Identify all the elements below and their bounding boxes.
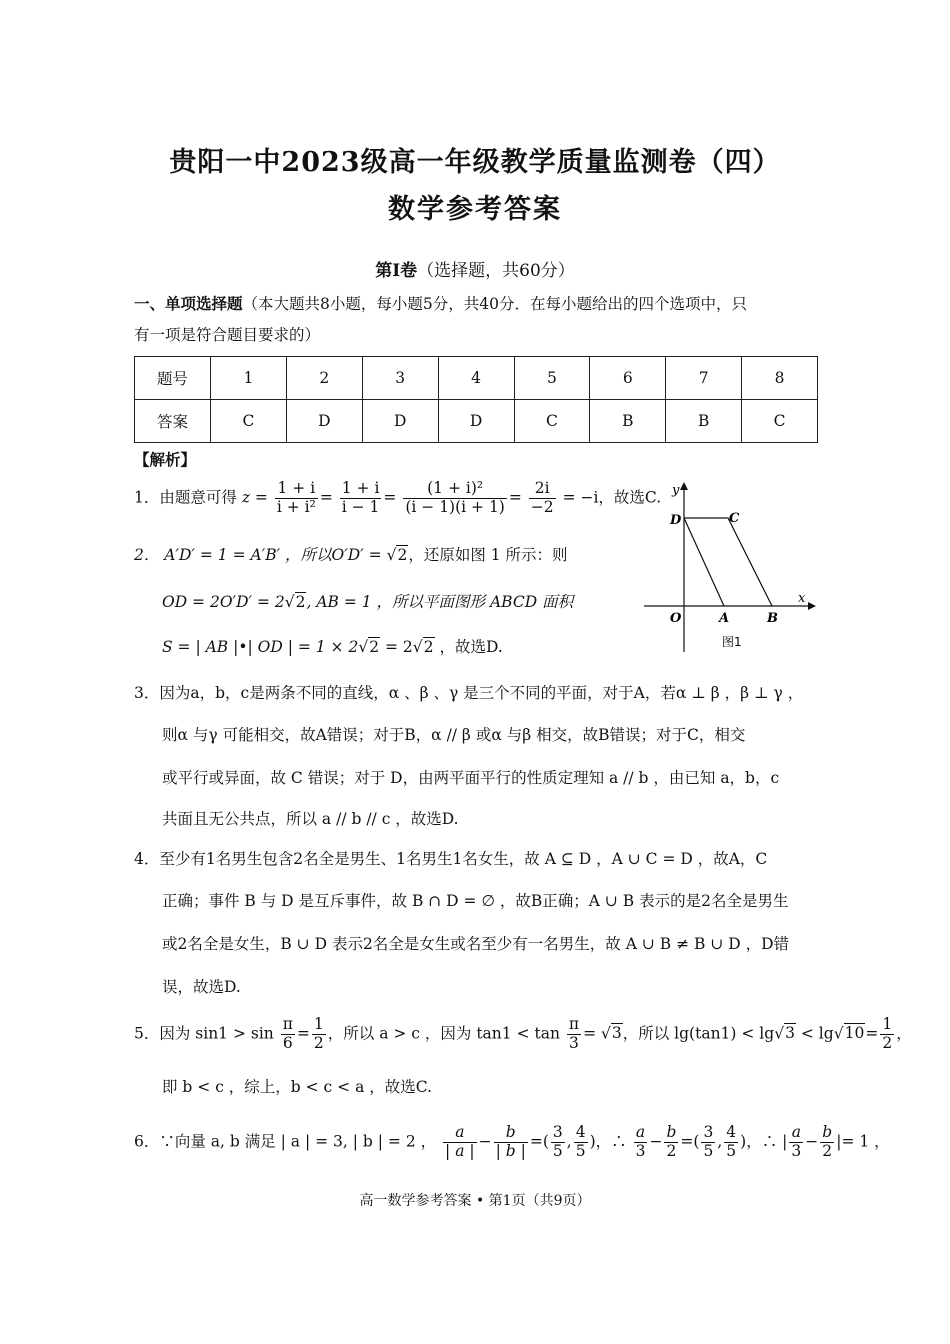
q1-f2-num: 1 + i [341,479,380,497]
answer-table-header-row [135,357,818,400]
question-number-cell: 4 [438,357,514,400]
q2-line-2: OD = 2O′D′ = 2√2, AB = 1 ，所以平面图形 ABCD 面积 [162,593,574,611]
q2-line-1: 2． A′D′ = 1 = A′B′ ，所以O′D′ = √2，还原如图 1 所示：则 [134,546,568,564]
section-desc-line1: （本大题共8小题，每小题5分，共40分．在每小题给出的四个选项中，只 [242,295,747,313]
q6-eq-2: = [680,1132,694,1151]
answer-cell: C [742,400,818,443]
q2-l1c: 2 [397,546,408,564]
q4-line-3: 或2名全是女生，B ∪ D 表示2名全是女生或名至少有一名男生，故 A ∪ B ≠ B ∪ D ，D错 [162,935,790,953]
q6-minus-1: − [478,1132,492,1151]
q3-line-3: 或平行或异面，故 C 错误；对于 D，由两平面平行的性质定理知 a // b ，由已知 a，b，c [162,769,780,787]
q6-p1-b: 3 [703,1123,714,1141]
q5-b: ，所以 a > c ，因为 tan1 < tan [327,1024,560,1043]
q1-f4-num: 2i [529,480,556,499]
q6-minus-2: − [649,1132,663,1151]
q1-tail: = −i，故选C. [562,488,662,507]
q6-abs-a: | a | [445,1141,475,1160]
question-number-cell: 3 [362,357,438,400]
answer-cell: C [211,400,287,443]
q5-frac-half-2 [880,1016,894,1053]
q6-line-1: 6．∵向量 a, b 满足 | a | = 3, | b | = 2 ， $\frac{a}{| a |}$ − $\frac{b}{| b |}$ =( $\frac{3}{5}$ , $\frac{4}{5}$ )，∴ $\frac{a}{3}$ − $\frac{b}{2}$ =( $\frac{3}{5}$ , $\frac{4}{5}$ )，∴ | $\frac{a}{3}$ − $\frac{b}{2}$ |= 1 ， [134,1123,890,1160]
answer-label-cell: 答案 [135,400,211,443]
q6-two: 2 [666,1141,677,1160]
q6-p2: 4 [575,1123,586,1141]
q5-g: ， [896,1024,912,1043]
q6-frac-3-5 [551,1124,565,1161]
x-axis-arrow [808,602,816,610]
label-b: B [767,611,778,626]
q6-abs-b: | b | [495,1141,526,1160]
q6-frac-a-abs [443,1124,477,1161]
q2-l2a: OD = 2O′D′ = 2 [162,593,285,611]
q5-sq3-b: 3 [785,1024,795,1043]
label-x: x [798,591,806,606]
q2-l3b: 2 [369,638,380,656]
answer-cell: B [666,400,742,443]
q6-p1d-b: 5 [703,1141,714,1160]
q4-line-2: 正确；事件 B 与 D 是互斥事件，故 B ∩ D = ∅ ，故B正确；A ∪ B 表示的是2名全是男生 [162,892,789,910]
q5-c: = [583,1024,601,1043]
volume-title-rest: （选择题，共60分） [417,261,575,281]
q6-vb-3: b [822,1123,833,1141]
figure-1 [640,476,820,656]
q4-line-1: 4．至少有1名男生包含2名全是男生、1名男生1名女生，故 A ⊆ D ，A ∪ C = D ，故A，C [134,850,768,868]
q3-line-1: 3．因为a，b，c是两条不同的直线，α 、β 、γ 是三个不同的平面，对于A，若α ⊥ β ，β ⊥ γ ， [134,684,804,702]
answer-table [134,356,818,443]
q2-l3a: S = | AB |•| OD | = 1 × 2 [162,638,359,656]
q1-frac-4 [529,480,556,517]
q1-line: 1．由题意可得 z = $\frac{1 + i}{\text{i + i²}}$ = $\frac{1 + i}{i - 1}$ = $\frac{\text{(1 + i)²}}{(i - 1)(i + 1)}$ = $\frac{2i}{-2}$ = −i，故选C. [134,479,662,516]
q6-frac-4-5 [574,1124,588,1161]
question-number-cell: 2 [286,357,362,400]
segment-d-c-b [684,518,772,606]
q6-va-2: a [634,1124,648,1143]
q6-frac-3-5-b [701,1124,715,1161]
section-heading [134,289,818,319]
q2-l1a: 2． A′D′ = 1 = A′B′ ，所以 [134,546,332,564]
q5-f: = [865,1024,879,1043]
q6-d: = 1 ， [841,1132,890,1151]
document-title: 贵阳一中2023级高一年级教学质量监测卷（四） [169,147,781,178]
q5-frac-pi6 [281,1016,295,1053]
q5-six: 6 [282,1033,293,1052]
q5-frac-half [312,1016,326,1053]
q6-two-b: 2 [822,1141,833,1160]
segment-d-a [684,518,724,606]
question-number-cell: 6 [590,357,666,400]
q6-p2-b: 4 [726,1123,737,1141]
q5-pi-2: π [568,1015,580,1033]
answer-cell: C [514,400,590,443]
q1-f4-den: −2 [530,497,554,516]
q5-two: 2 [313,1033,324,1052]
question-number-cell: 1 [211,357,287,400]
answer-cell: B [590,400,666,443]
label-d: D [670,513,682,528]
figure-caption: 图1 [722,635,742,649]
analysis-label: 【解析】 [134,450,197,469]
q6-vb: b [494,1124,528,1143]
q6-a: 6．∵向量 a, b 满足 | a | = 3, | b | = 2 ， [134,1132,437,1151]
q6-eq-1: = [529,1132,543,1151]
q1-frac-3 [403,480,507,517]
label-c: C [729,511,740,526]
section-heading-bold: 一、单项选择题 [134,294,243,313]
q5-line-1: 5．因为 sin1 > sin $\frac{\pi}{6}$ = $\frac{1}{2}$ ，所以 a > c ，因为 tan1 < tan $\frac{\pi}{3}$ = √3，所以 lg(tan1) < lg√3 < lg√10= $\frac{1}{2}$ ， [134,1015,912,1052]
q6-va-3: a [789,1124,803,1143]
q4-line-4: 误，故选D. [162,978,241,996]
header-label-cell: 题号 [135,357,211,400]
q5-sq3: 3 [611,1024,622,1043]
y-axis-arrow [680,482,688,490]
q6-p2d-b: 5 [726,1141,737,1160]
q6-p2d: 5 [575,1141,586,1160]
q6-three: 3 [635,1141,646,1160]
page-footer: 高一数学参考答案 • 第1页（共9页） [359,1193,591,1209]
answer-table-answer-row [135,400,818,443]
q5-e: < lg [795,1024,834,1043]
q6-p1d: 5 [552,1141,563,1160]
q5-one: 1 [313,1015,324,1033]
answer-cell: D [362,400,438,443]
q2-l1b: O′D′ = [331,546,387,564]
q1-f1-num: 1 + i [275,480,318,499]
q2-l1d: ，还原如图 1 所示：则 [408,546,568,564]
q5-pi: π [282,1015,293,1033]
q6-frac-b-2-b [820,1124,834,1161]
q1-f1-den: i + i² [276,497,316,516]
question-number-cell: 7 [666,357,742,400]
q3-line-2: 则α 与γ 可能相交，故A错误；对于B，α // β 或α 与β 相交，故B错误；对于C，相交 [162,726,746,744]
q6-va: a [443,1124,477,1143]
q1-prefix: 1．由题意可得 [134,488,237,507]
volume-title-bold: 第Ⅰ卷 [375,261,418,281]
q5-two-2: 2 [882,1033,893,1052]
label-o: O [670,611,682,626]
q6-c: ，∴ [746,1132,778,1151]
document-subtitle: 数学参考答案 [388,194,562,225]
q1-z: z = [241,488,268,507]
answer-cell: D [286,400,362,443]
label-y: y [672,483,680,498]
q3-line-4: 共面且无公共点，所以 a // b // c ，故选D. [162,810,459,828]
q6-frac-b-abs [494,1124,528,1161]
volume-title [0,256,950,281]
question-number-cell: 5 [514,357,590,400]
q2-l2c: , AB = 1 ，所以平面图形 ABCD 面积 [306,593,574,611]
q6-frac-a-3-b [789,1124,803,1161]
q5-eq-1: = [296,1024,310,1043]
q5-a: 5．因为 sin1 > sin [134,1024,274,1043]
q2-l3d: 2 [423,638,434,656]
q1-f3-den: (i − 1)(i + 1) [405,497,505,516]
q6-frac-a-3 [634,1124,648,1161]
q6-three-b: 3 [791,1141,802,1160]
question-number-cell: 8 [742,357,818,400]
q2-l3c: = 2 [380,638,413,656]
q2-line-3: S = | AB |•| OD | = 1 × 2√2 = 2√2 ，故选D. [162,638,503,656]
q2-l2b: 2 [295,593,306,611]
q5-one-2: 1 [882,1015,893,1033]
q1-frac-2 [340,480,382,517]
q6-b: ，∴ [595,1132,627,1151]
q5-sq10: 10 [844,1024,865,1043]
q1-frac-1 [275,480,318,517]
answer-cell: D [438,400,514,443]
q5-d: ，所以 lg(tan1) < lg [622,1024,775,1043]
q5-three: 3 [569,1033,579,1052]
q1-f3-num: (1 + i)² [403,480,507,499]
label-a: A [719,611,730,626]
q5-line-2: 即 b < c ，综上，b < c < a ，故选C. [162,1078,432,1096]
q1-f2-den: i − 1 [341,497,380,516]
q6-frac-4-5-b [724,1124,738,1161]
q5-frac-pi3 [567,1016,581,1053]
q6-frac-b-2 [664,1124,678,1161]
q6-vb-2: b [666,1123,677,1141]
q6-minus-3: − [805,1132,819,1151]
q6-p1: 3 [552,1123,563,1141]
section-desc-line2: 有一项是符合题目要求的） [134,326,321,344]
q2-l3e: ，故选D. [434,638,503,656]
